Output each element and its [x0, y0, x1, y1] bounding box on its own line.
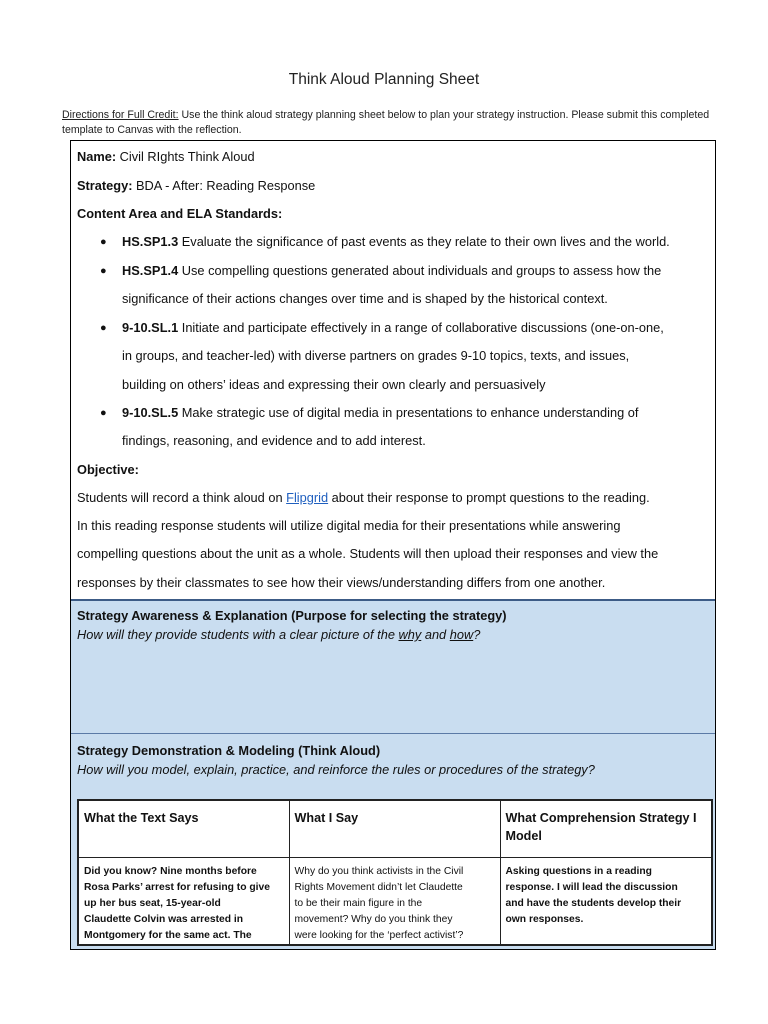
demonstration-subheading: How will you model, explain, practice, and reinforce the rules or procedures of the strategy? — [77, 762, 595, 777]
table-row — [78, 858, 712, 946]
demonstration-section — [71, 733, 715, 949]
bullet-icon: ● — [100, 265, 107, 277]
objective-text: about their response to prompt questions to the reading. — [328, 490, 650, 505]
awareness-subheading: How will they provide students with a clear picture of the why and how? — [77, 627, 481, 642]
objective-line: compelling questions about the unit as a whole. Students will then upload their responses and view the — [77, 546, 659, 561]
standard-item — [122, 405, 638, 420]
objective-line — [77, 490, 650, 505]
standard-code: 9-10.SL.1 — [122, 320, 179, 335]
objective-line: responses by their classmates to see how their views/understanding differs from one another. — [77, 575, 606, 590]
strategy-label: Strategy: — [77, 178, 133, 193]
directions-text: Use the think aloud strategy planning sheet below to plan your strategy instruction. Please submit this completed template to Canvas with the reflection. — [62, 109, 710, 136]
standard-code: HS.SP1.4 — [122, 263, 179, 278]
standard-text: Use compelling questions generated about individuals and groups to assess how the — [178, 263, 662, 278]
bullet-icon: ● — [100, 322, 107, 334]
page-title: Think Aloud Planning Sheet — [288, 71, 480, 88]
objective-text: Students will record a think aloud on — [77, 490, 287, 505]
objective-line: In this reading response students will utilize digital media for their presentations while answering — [77, 518, 621, 533]
column-header-text-says: What the Text Says — [78, 800, 289, 858]
name-label: Name: — [77, 149, 117, 164]
table-header-row — [78, 800, 712, 858]
standard-text-cont: building on others’ ideas and expressing their own clearly and persuasively — [122, 377, 546, 392]
directions — [62, 108, 722, 138]
bullet-icon: ● — [100, 407, 107, 419]
name-row — [77, 149, 255, 164]
planning-sheet-table — [70, 140, 716, 950]
overview-section — [71, 141, 715, 599]
content-area-label: Content Area and ELA Standards: — [77, 206, 283, 221]
bullet-icon: ● — [100, 236, 107, 248]
cell-text-says: Did you know? Nine months before Rosa Parks’ arrest for refusing to give up her bus seat, 15-year-old Claudette Colvin was arrested in Montgomery for the same act. The — [78, 858, 289, 946]
awareness-heading: Strategy Awareness & Explanation (Purpose for selecting the strategy) — [77, 608, 507, 623]
standard-item — [122, 263, 661, 278]
cell-strategy-modeled: Asking questions in a reading response. I will lead the discussion and have the students develop their own responses. — [500, 858, 712, 946]
standard-code: HS.SP1.3 — [122, 234, 179, 249]
column-header-what-i-say: What I Say — [289, 800, 500, 858]
strategy-row — [77, 178, 315, 193]
think-aloud-table — [77, 799, 713, 946]
flipgrid-link[interactable]: Flipgrid — [286, 490, 329, 505]
cell-what-i-say: Why do you think activists in the Civil Rights Movement didn’t let Claudette to be their main figure in the movement? Why do you think they were looking for the ‘perfect activist’? — [289, 858, 500, 946]
directions-label: Directions for Full Credit: — [62, 109, 179, 121]
objective-label: Objective: — [77, 462, 139, 477]
strategy-value: BDA - After: Reading Response — [132, 178, 316, 193]
standard-text-cont: significance of their actions changes over time and is shaped by the historical context. — [122, 291, 608, 306]
awareness-section — [71, 599, 715, 733]
standard-text: Evaluate the significance of past events as they relate to their own lives and the world. — [178, 234, 670, 249]
standard-text-cont: findings, reasoning, and evidence and to add interest. — [122, 433, 426, 448]
standard-text: Initiate and participate effectively in a range of collaborative discussions (one-on-one, — [178, 320, 664, 335]
name-value: Civil RIghts Think Aloud — [116, 149, 255, 164]
standard-code: 9-10.SL.5 — [122, 405, 179, 420]
standard-item — [122, 320, 664, 335]
standard-item — [122, 234, 670, 249]
column-header-strategy: What Comprehension Strategy I Model — [500, 800, 712, 858]
demonstration-heading: Strategy Demonstration & Modeling (Think Aloud) — [77, 743, 381, 758]
standard-text: Make strategic use of digital media in presentations to enhance understanding of — [178, 405, 639, 420]
standard-text-cont: in groups, and teacher-led) with diverse partners on grades 9-10 topics, texts, and issues, — [122, 348, 630, 363]
